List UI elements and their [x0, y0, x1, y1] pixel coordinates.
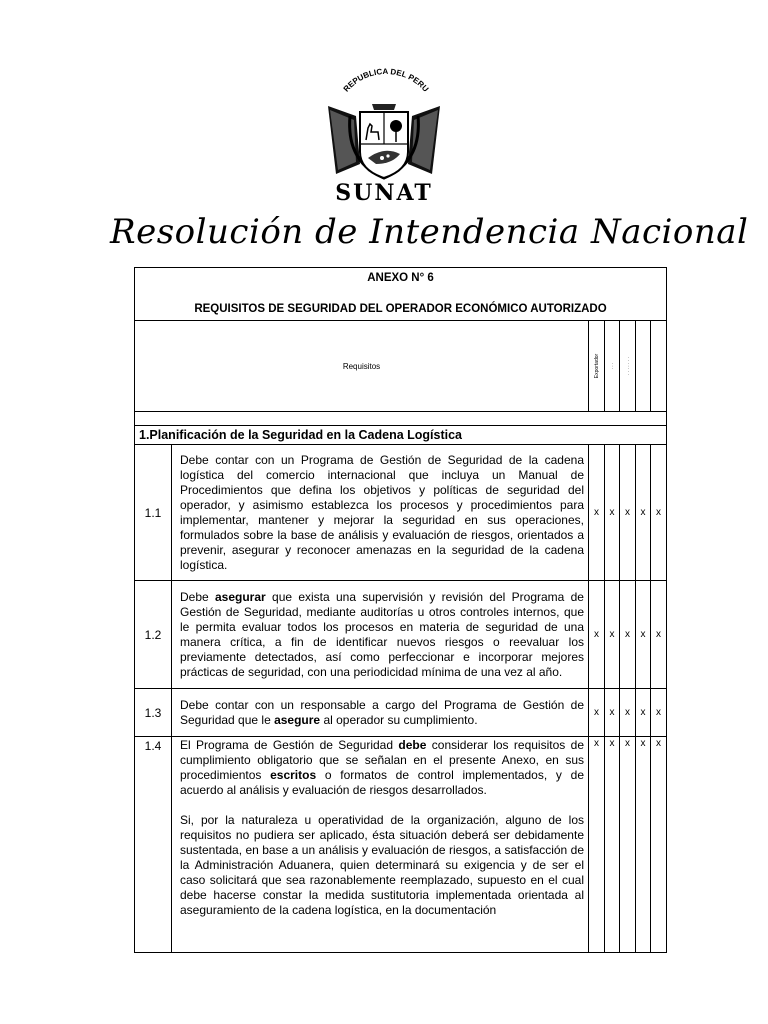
spacer-cell	[135, 412, 667, 426]
mark-cell: x	[605, 445, 620, 581]
vertical-header-4	[636, 321, 651, 412]
annex-title-cell	[135, 268, 667, 321]
row-number: 1.2	[135, 581, 172, 689]
mark-cell: x	[636, 737, 651, 953]
mark-cell: x	[636, 581, 651, 689]
mark-cell: x	[636, 689, 651, 737]
mark-cell: x	[651, 737, 667, 953]
row-text: Debe contar con un Programa de Gestión de Seguridad de la cadena logística del comercio internacional que incluya un Manual de Procedimientos que defina los objetivos y políticas de seguridad del operador, y asimismo establezca los procesos y procedimientos para implementar, mantener y mejorar la seguridad en sus operaciones, formulados sobre la base de análisis y evaluación de riesgos, orientados a prevenir, asegurar y reconocer amenazas en la seguridad de la cadena logística.	[172, 445, 589, 581]
row-text-part: Debe contar con un responsable a cargo del Programa de Gestión de Seguridad que le	[180, 697, 584, 727]
resolution-title: Resolución de Intendencia Nacional	[110, 212, 749, 252]
mark-cell: x	[636, 445, 651, 581]
mark-cell: x	[620, 689, 636, 737]
table-row	[135, 581, 667, 689]
mark-cell: x	[620, 581, 636, 689]
row-text-bold: debe	[398, 738, 427, 752]
vertical-header-2	[605, 321, 620, 412]
mark-cell: x	[620, 737, 636, 953]
row-text-bold: asegurar	[215, 589, 266, 604]
mark-cell: x	[651, 445, 667, 581]
row-text-bold: asegure	[274, 712, 321, 727]
row-text	[172, 737, 589, 953]
row-text	[172, 689, 589, 737]
table-row	[135, 445, 667, 581]
org-name: SUNAT	[335, 180, 433, 204]
requirements-label: Requisitos	[135, 321, 589, 412]
row-text-part: Debe	[180, 589, 215, 604]
mark-cell: x	[651, 689, 667, 737]
coat-of-arms-emblem	[316, 66, 452, 204]
svg-text:REPUBLICA DEL PERU	[342, 67, 431, 94]
seal-text: REPUBLICA DEL PERU	[341, 66, 431, 94]
mark-cell: x	[620, 445, 636, 581]
row-number: 1.1	[135, 445, 172, 581]
row-text-part: al operador su cumplimiento.	[320, 712, 478, 727]
vertical-header-text: . . .	[609, 362, 615, 370]
vertical-header-text: . . . . . . .	[624, 356, 631, 376]
row-text-part: o formatos de control implementados, y de acuerdo al análisis y evaluación de riesgos desarrollados.	[180, 768, 584, 797]
mark-cell: x	[651, 581, 667, 689]
spacer-row	[135, 412, 667, 426]
mark-cell: x	[589, 689, 605, 737]
vertical-header-5	[651, 321, 667, 412]
row-text	[172, 581, 589, 689]
row-paragraph-2: Si, por la naturaleza u operatividad de la organización, alguno de los requisitos no pudiera ser aplicado, ésta situación deberá ser debidamente sustentada, en base a un análisis y evaluación de riesgos, a satisfacción de la Administración Aduanera, quien determinará su exigencia y de ser el caso solicitará que sea razonablemente reemplazado, supuesto en el cual debe hacerse constar la medida sustitutoria implementada orientada al aseguramiento de la cadena logística, en la documentación	[180, 813, 584, 917]
row-text-part: que exista una supervisión y revisión del Programa de Gestión de Seguridad, mediante auditorías u otros controles internos, que le permita evaluar todos los procesos en materia de seguridad de una manera crítica, a fin de identificar nuevos riesgos o reevaluar los previamente detectados, así como perfeccionar e incorporar mejores prácticas de seguridad, con una periodicidad mínima de una vez al año.	[180, 589, 584, 679]
mark-cell: x	[589, 445, 605, 581]
table-row	[135, 737, 667, 953]
mark-cell: x	[589, 581, 605, 689]
row-text-part: considerar los requisitos de cumplimiento obligatorio que se señalan en el presente Anexo, en sus procedimientos	[180, 738, 584, 782]
table-row	[135, 689, 667, 737]
vertical-header-text: Exportador	[593, 353, 600, 379]
vertical-header-1	[589, 321, 605, 412]
mark-cell: x	[605, 689, 620, 737]
annex-requirements-table	[134, 267, 667, 953]
row-number: 1.4	[135, 737, 172, 953]
row-text-bold: escritos	[270, 768, 317, 782]
vertical-header-3	[620, 321, 636, 412]
section-title: 1.Planificación de la Seguridad en la Cadena Logística	[135, 426, 667, 445]
mark-cell: x	[605, 737, 620, 953]
row-number: 1.3	[135, 689, 172, 737]
row-paragraph-1	[180, 738, 584, 798]
mark-cell: x	[589, 737, 605, 953]
mark-cell: x	[605, 581, 620, 689]
annex-subtitle: REQUISITOS DE SEGURIDAD DEL OPERADOR ECONÓMICO AUTORIZADO	[194, 303, 607, 315]
row-text-part: El Programa de Gestión de Seguridad	[180, 738, 399, 752]
annex-title: ANEXO N° 6	[367, 272, 434, 284]
